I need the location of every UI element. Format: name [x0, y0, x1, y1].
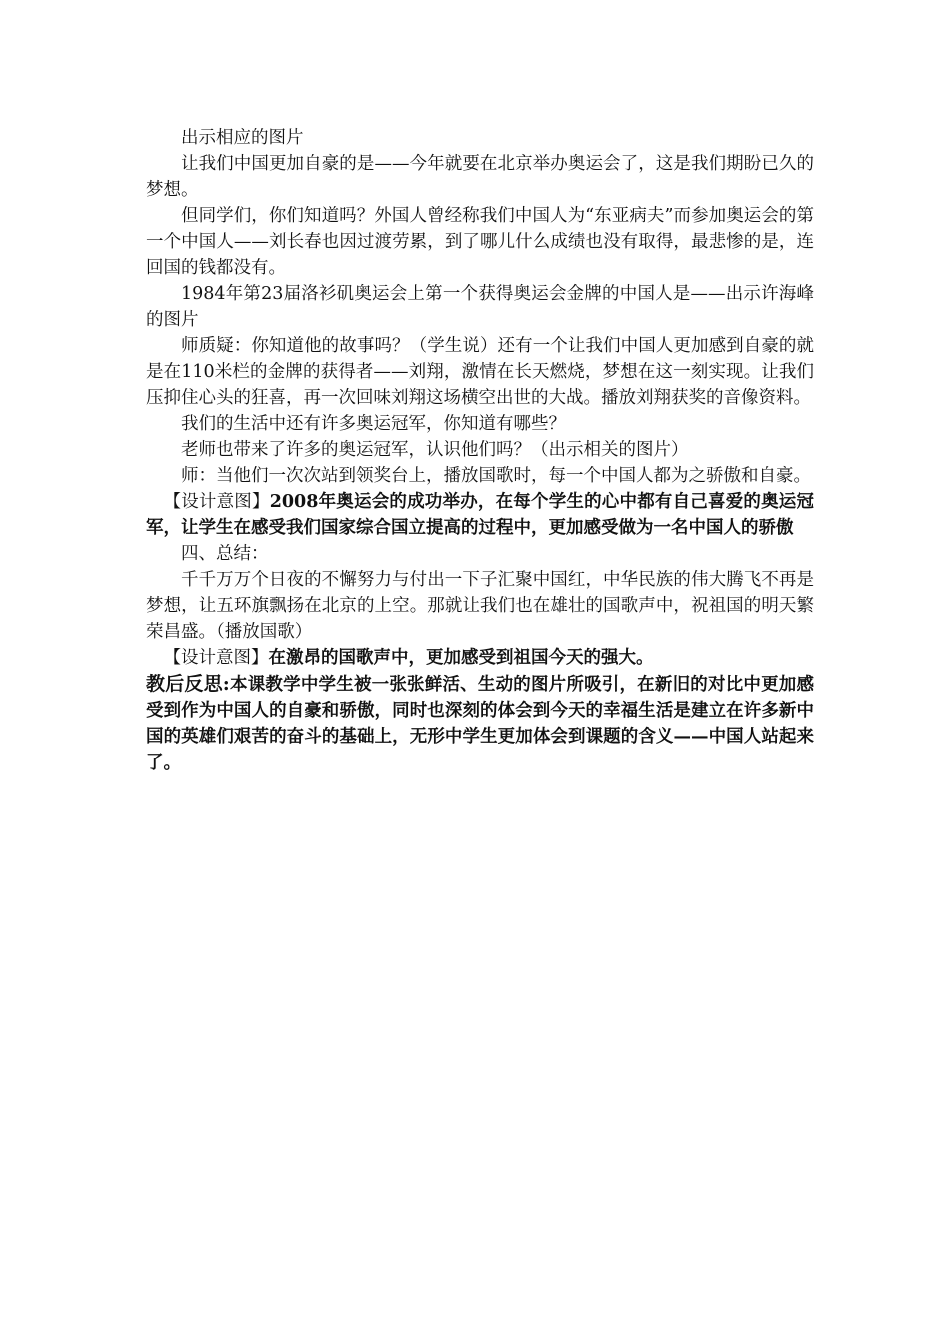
document-page: [146, 125, 814, 776]
paragraph-champions-question: 我们的生活中还有许多奥运冠军，你知道有哪些？: [181, 414, 566, 434]
design-intent-2: [146, 645, 814, 671]
paragraph-liu-xiang: 师质疑：你知道他的故事吗？（学生说）还有一个让我们中国人更加感到自豪的就是在110米栏的金牌的获得者——刘翔，激情在长天燃烧，梦想在这一刻实现。让我们压抑住心头的狂喜，再一次回味刘翔这场横空出世的大战。播放刘翔获奖的音像资料。: [146, 336, 814, 408]
paragraph-liu-changchun: 但同学们，你们知道吗？外国人曾经称我们中国人为“东亚病夫”而参加奥运会的第一个中国人——刘长春也因过渡劳累，到了哪儿什么成绩也没有取得，最悲惨的是，连回国的钱都没有。: [146, 206, 814, 278]
design-intent-1-label: 【设计意图】: [163, 492, 270, 512]
paragraph-teacher-champions: 老师也带来了许多的奥运冠军，认识他们吗？（出示相关的图片）: [181, 440, 689, 460]
design-intent-1: [146, 489, 814, 541]
paragraph-anthem-pride: 师：当他们一次次站到领奖台上，播放国歌时，每一个中国人都为之骄傲和自豪。: [181, 466, 811, 486]
summary-heading: 四、总结：: [181, 544, 269, 564]
reflection-text: 本课教学中学生被一张张鲜活、生动的图片所吸引，在新旧的对比中更加感受到作为中国人的自豪和骄傲，同时也深刻的体会到今天的幸福生活是建立在许多新中国的英雄们艰苦的奋斗的基础上，无形中学生更加体会到课题的含义——中国人站起来了。: [146, 675, 815, 773]
design-intent-2-label: 【设计意图】: [163, 648, 269, 668]
paragraph-show-pictures: 出示相应的图片: [181, 128, 304, 148]
design-intent-2-text: 在激昂的国歌声中，更加感受到祖国今天的强大。: [268, 648, 654, 668]
design-intent-1-text: 2008年奥运会的成功举办，在每个学生的心中都有自己喜爱的奥运冠军，让学生在感受我们国家综合国立提高的过程中，更加感受做为一名中国人的骄傲: [146, 492, 814, 538]
paragraph-olympics-beijing: 让我们中国更加自豪的是——今年就要在北京举办奥运会了，这是我们期盼已久的梦想。: [146, 154, 814, 200]
reflection: [146, 671, 814, 776]
paragraph-xu-haifeng: 1984年第23届洛衫矶奥运会上第一个获得奥运会金牌的中国人是——出示许海峰的图片: [146, 284, 814, 330]
summary-text: 千千万万个日夜的不懈努力与付出一下子汇聚中国红，中华民族的伟大腾飞不再是梦想，让五环旗飘扬在北京的上空。那就让我们也在雄壮的国歌声中，祝祖国的明天繁荣昌盛。（播放国歌）: [146, 570, 814, 642]
reflection-label: 教后反思:: [146, 673, 230, 695]
